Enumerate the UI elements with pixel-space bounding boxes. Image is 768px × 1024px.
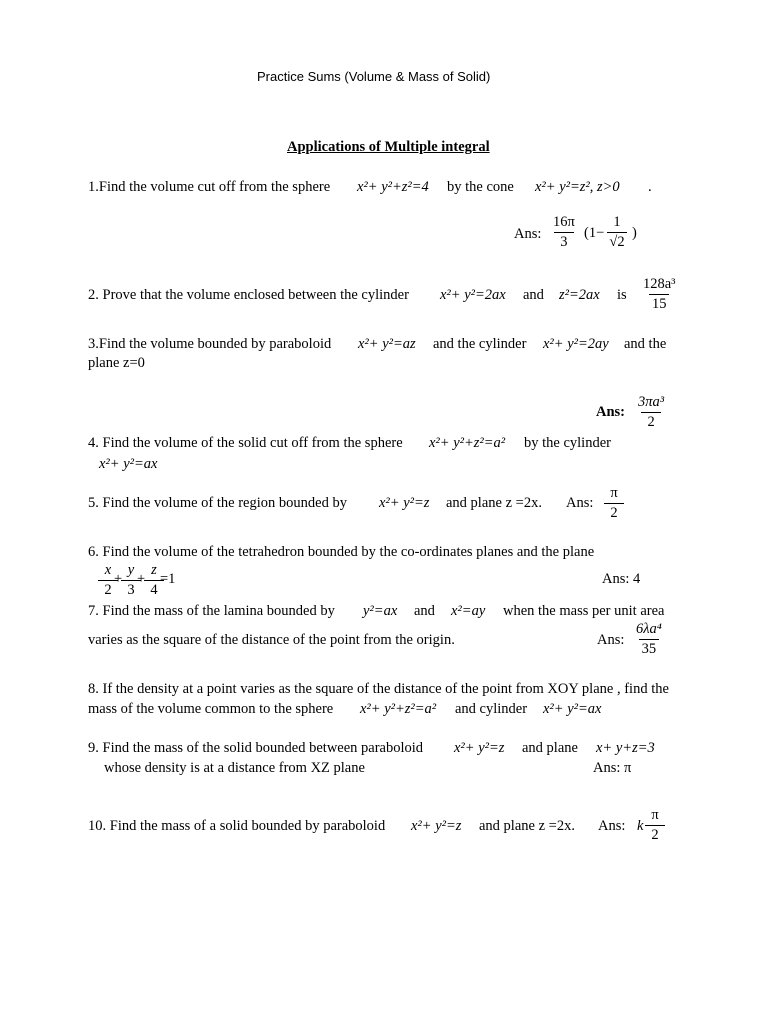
q10-text: 10. Find the mass of a solid bounded by paraboloid	[88, 818, 386, 834]
q7-answer-fraction	[634, 622, 664, 656]
q10-answer-fraction	[645, 808, 665, 842]
q7-text-line2: varies as the square of the distance of the point from the origin.	[88, 632, 455, 648]
q8-equation-sphere: x²+ y²+z²=a²	[360, 701, 437, 717]
q7-answer-label: Ans:	[597, 632, 625, 648]
q5-answer-denominator: 2	[604, 503, 624, 521]
q6-answer: Ans: 4	[602, 571, 641, 587]
q4-connector: by the cylinder	[524, 435, 611, 451]
q3-connector: and the cylinder	[433, 336, 527, 352]
q10-answer-denominator: 2	[645, 825, 665, 843]
q6-equation-rhs: =1	[160, 571, 176, 587]
q6-fraction-z-den: 4	[144, 580, 164, 598]
q10-connector: and plane z =2x.	[479, 818, 575, 834]
q6-fraction-y-den: 3	[121, 580, 141, 598]
q1-answer-fraction	[551, 215, 577, 249]
q6-fraction-z-num: z	[151, 562, 157, 578]
q1-equation-sphere: x²+ y²+z²=4	[357, 179, 429, 195]
q10-equation-paraboloid: x²+ y²=z	[411, 818, 462, 834]
q10-answer-k: k	[637, 818, 644, 834]
q9-connector: and plane	[522, 740, 578, 756]
q9-text: 9. Find the mass of the solid bounded between paraboloid	[88, 740, 424, 756]
q9-text-line2: whose density is at a distance from XZ plane	[104, 760, 365, 776]
q2-is: is	[617, 287, 627, 303]
q2-equation-second: z²=2ax	[559, 287, 600, 303]
q9-equation-paraboloid: x²+ y²=z	[454, 740, 505, 756]
q3-equation-cylinder: x²+ y²=2ay	[543, 336, 609, 352]
q1-answer-paren-open: (1−	[584, 225, 605, 241]
q1-answer-inner-numerator: 1	[613, 214, 621, 230]
section-title: Applications of Multiple integral	[287, 139, 490, 155]
q1-equation-cone: x²+ y²=z², z>0	[535, 179, 620, 195]
q5-answer-numerator: π	[610, 485, 618, 501]
q1-text: 1.Find the volume cut off from the sphere	[88, 179, 331, 195]
q6-plus-1: +	[114, 571, 123, 587]
q1-answer-inner-fraction	[607, 215, 627, 249]
q7-text: 7. Find the mass of the lamina bounded by	[88, 603, 335, 619]
q7-text-end: when the mass per unit area	[503, 603, 665, 619]
q1-answer-denominator: 3	[554, 232, 574, 250]
q7-and: and	[414, 603, 435, 619]
q8-text-line1: 8. If the density at a point varies as the square of the distance of the point from XOY plane , find the	[88, 681, 669, 697]
q8-connector: and cylinder	[455, 701, 528, 717]
q3-answer-fraction	[636, 395, 666, 429]
q5-answer-fraction	[604, 486, 624, 520]
q1-answer-numerator: 16π	[553, 214, 575, 230]
q10-answer-label: Ans:	[598, 818, 626, 834]
q2-and: and	[523, 287, 544, 303]
q5-text: 5. Find the volume of the region bounded by	[88, 495, 347, 511]
q7-equation-1: y²=ax	[363, 603, 398, 619]
q5-answer-label: Ans:	[566, 495, 594, 511]
q3-text-line2: plane z=0	[88, 355, 145, 371]
q10-answer-numerator: π	[651, 807, 659, 823]
q7-equation-2: x²=ay	[451, 603, 486, 619]
q4-equation-cylinder: x²+ y²=ax	[99, 456, 158, 472]
q1-answer-inner-denominator: √2	[607, 232, 627, 250]
q4-text: 4. Find the volume of the solid cut off from the sphere	[88, 435, 403, 451]
q7-answer-denominator: 35	[639, 639, 659, 657]
q6-fraction-y-num: y	[127, 562, 135, 578]
q7-answer-numerator: 6λa⁴	[636, 621, 662, 637]
q3-text-line1: 3.Find the volume bounded by paraboloid	[88, 336, 332, 352]
q8-text-line2: mass of the volume common to the sphere	[88, 701, 334, 717]
q9-answer: Ans: π	[593, 760, 632, 776]
q6-text: 6. Find the volume of the tetrahedron bounded by the co-ordinates planes and the plane	[88, 544, 595, 560]
q6-fraction-x-num: x	[104, 562, 112, 578]
page-header: Practice Sums (Volume & Mass of Solid)	[257, 69, 491, 84]
q2-answer-denominator: 15	[649, 294, 669, 312]
q1-connector: by the cone	[447, 179, 514, 195]
q2-answer-fraction	[641, 277, 678, 311]
q1-answer-paren-close: )	[632, 225, 637, 241]
q3-answer-numerator: 3πa³	[638, 394, 665, 410]
q2-text: 2. Prove that the volume enclosed between the cylinder	[88, 287, 409, 303]
q4-equation-sphere: x²+ y²+z²=a²	[429, 435, 506, 451]
q3-text-end: and the	[624, 336, 667, 352]
q5-equation-paraboloid: x²+ y²=z	[379, 495, 430, 511]
q6-fraction-x-den: 2	[98, 580, 118, 598]
q3-equation-paraboloid: x²+ y²=az	[358, 336, 416, 352]
q1-period: .	[648, 179, 652, 195]
q3-answer-label: Ans:	[596, 404, 626, 420]
q9-equation-plane: x+ y+z=3	[596, 740, 655, 756]
q5-connector: and plane z =2x.	[446, 495, 542, 511]
q3-answer-denominator: 2	[641, 412, 661, 430]
q1-answer-label: Ans:	[514, 226, 542, 242]
q6-plus-2: +	[137, 571, 146, 587]
q2-answer-numerator: 128a³	[643, 276, 676, 292]
q8-equation-cylinder: x²+ y²=ax	[543, 701, 602, 717]
q2-equation-cylinder: x²+ y²=2ax	[440, 287, 506, 303]
